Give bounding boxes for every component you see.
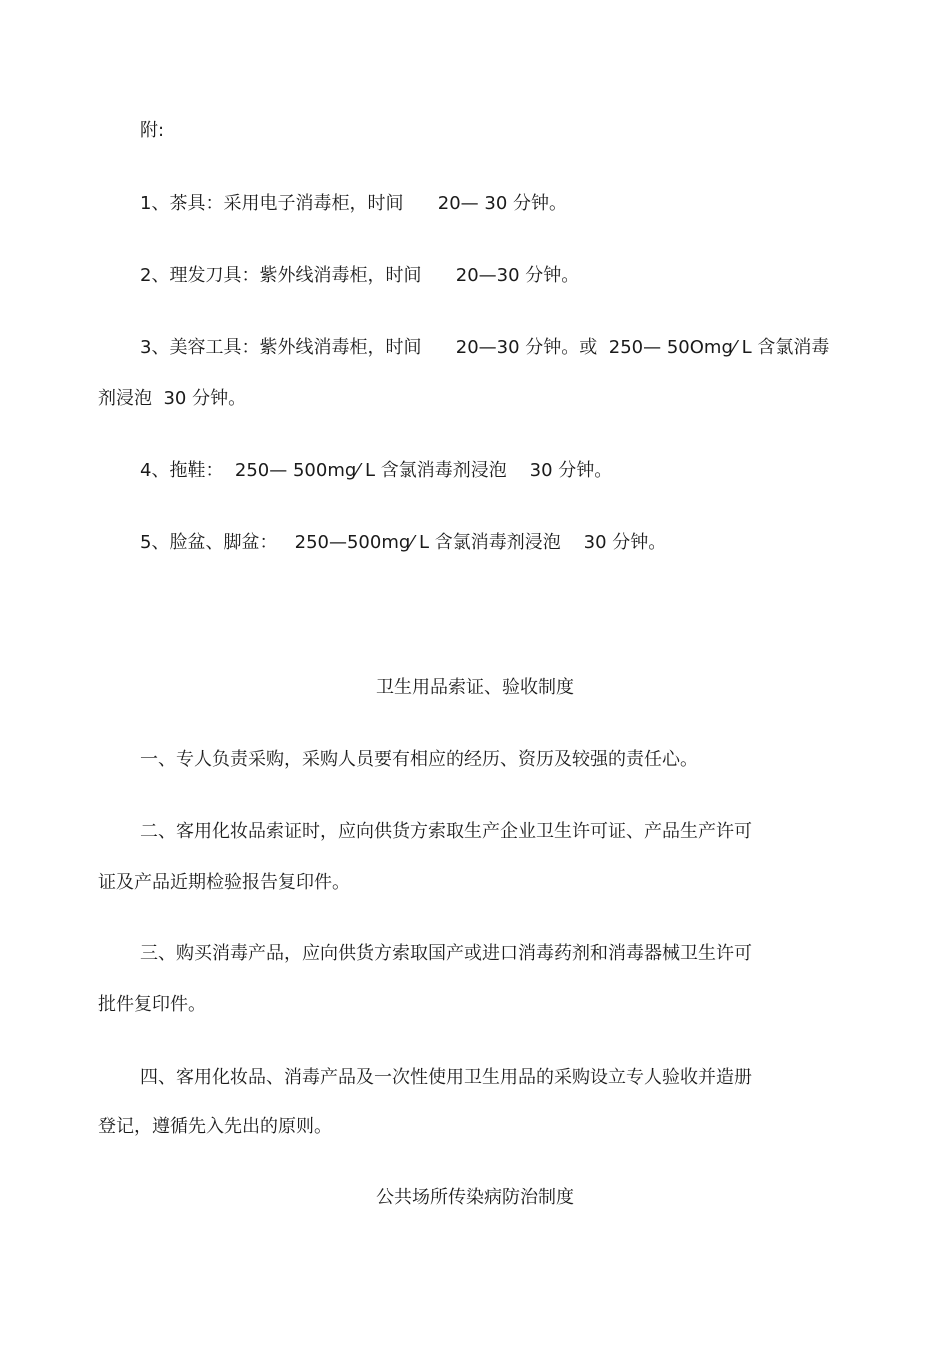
attachment-item-1: 1、茶具：采用电子消毒柜，时间 20— 30 分钟。: [140, 193, 568, 214]
hygiene-para-3-cont: 批件复印件。: [98, 994, 206, 1015]
hygiene-para-1: 一、专人负责采购，采购人员要有相应的经历、资历及较强的责任心。: [140, 749, 698, 770]
section-title-disease-prevention: 公共场所传染病防治制度: [376, 1187, 574, 1208]
section-title-hygiene-products: 卫生用品索证、验收制度: [376, 677, 574, 698]
hygiene-para-2-cont: 证及产品近期检验报告复印件。: [98, 872, 350, 893]
attachment-item-3: 3、美容工具：紫外线消毒柜，时间 20—30 分钟。或 250— 50Omg⁄ L 含氯消毒: [140, 337, 830, 358]
attachment-label: 附:: [140, 120, 165, 141]
attachment-item-2: 2、理发刀具：紫外线消毒柜，时间 20—30 分钟。: [140, 265, 580, 286]
hygiene-para-2: 二、客用化妆品索证时，应向供货方索取生产企业卫生许可证、产品生产许可: [140, 821, 752, 842]
attachment-item-3-cont: 剂浸泡 30 分钟。: [98, 388, 247, 409]
attachment-item-5: 5、脸盆、脚盆： 250—500mg⁄ L 含氯消毒剂浸泡 30 分钟。: [140, 532, 667, 553]
hygiene-para-4-cont: 登记，遵循先入先出的原则。: [98, 1116, 332, 1137]
hygiene-para-4: 四、客用化妆品、消毒产品及一次性使用卫生用品的采购设立专人验收并造册: [140, 1067, 752, 1088]
hygiene-para-3: 三、购买消毒产品，应向供货方索取国产或进口消毒药剂和消毒器械卫生许可: [140, 943, 752, 964]
attachment-item-4: 4、拖鞋： 250— 500mg⁄ L 含氯消毒剂浸泡 30 分钟。: [140, 460, 613, 481]
